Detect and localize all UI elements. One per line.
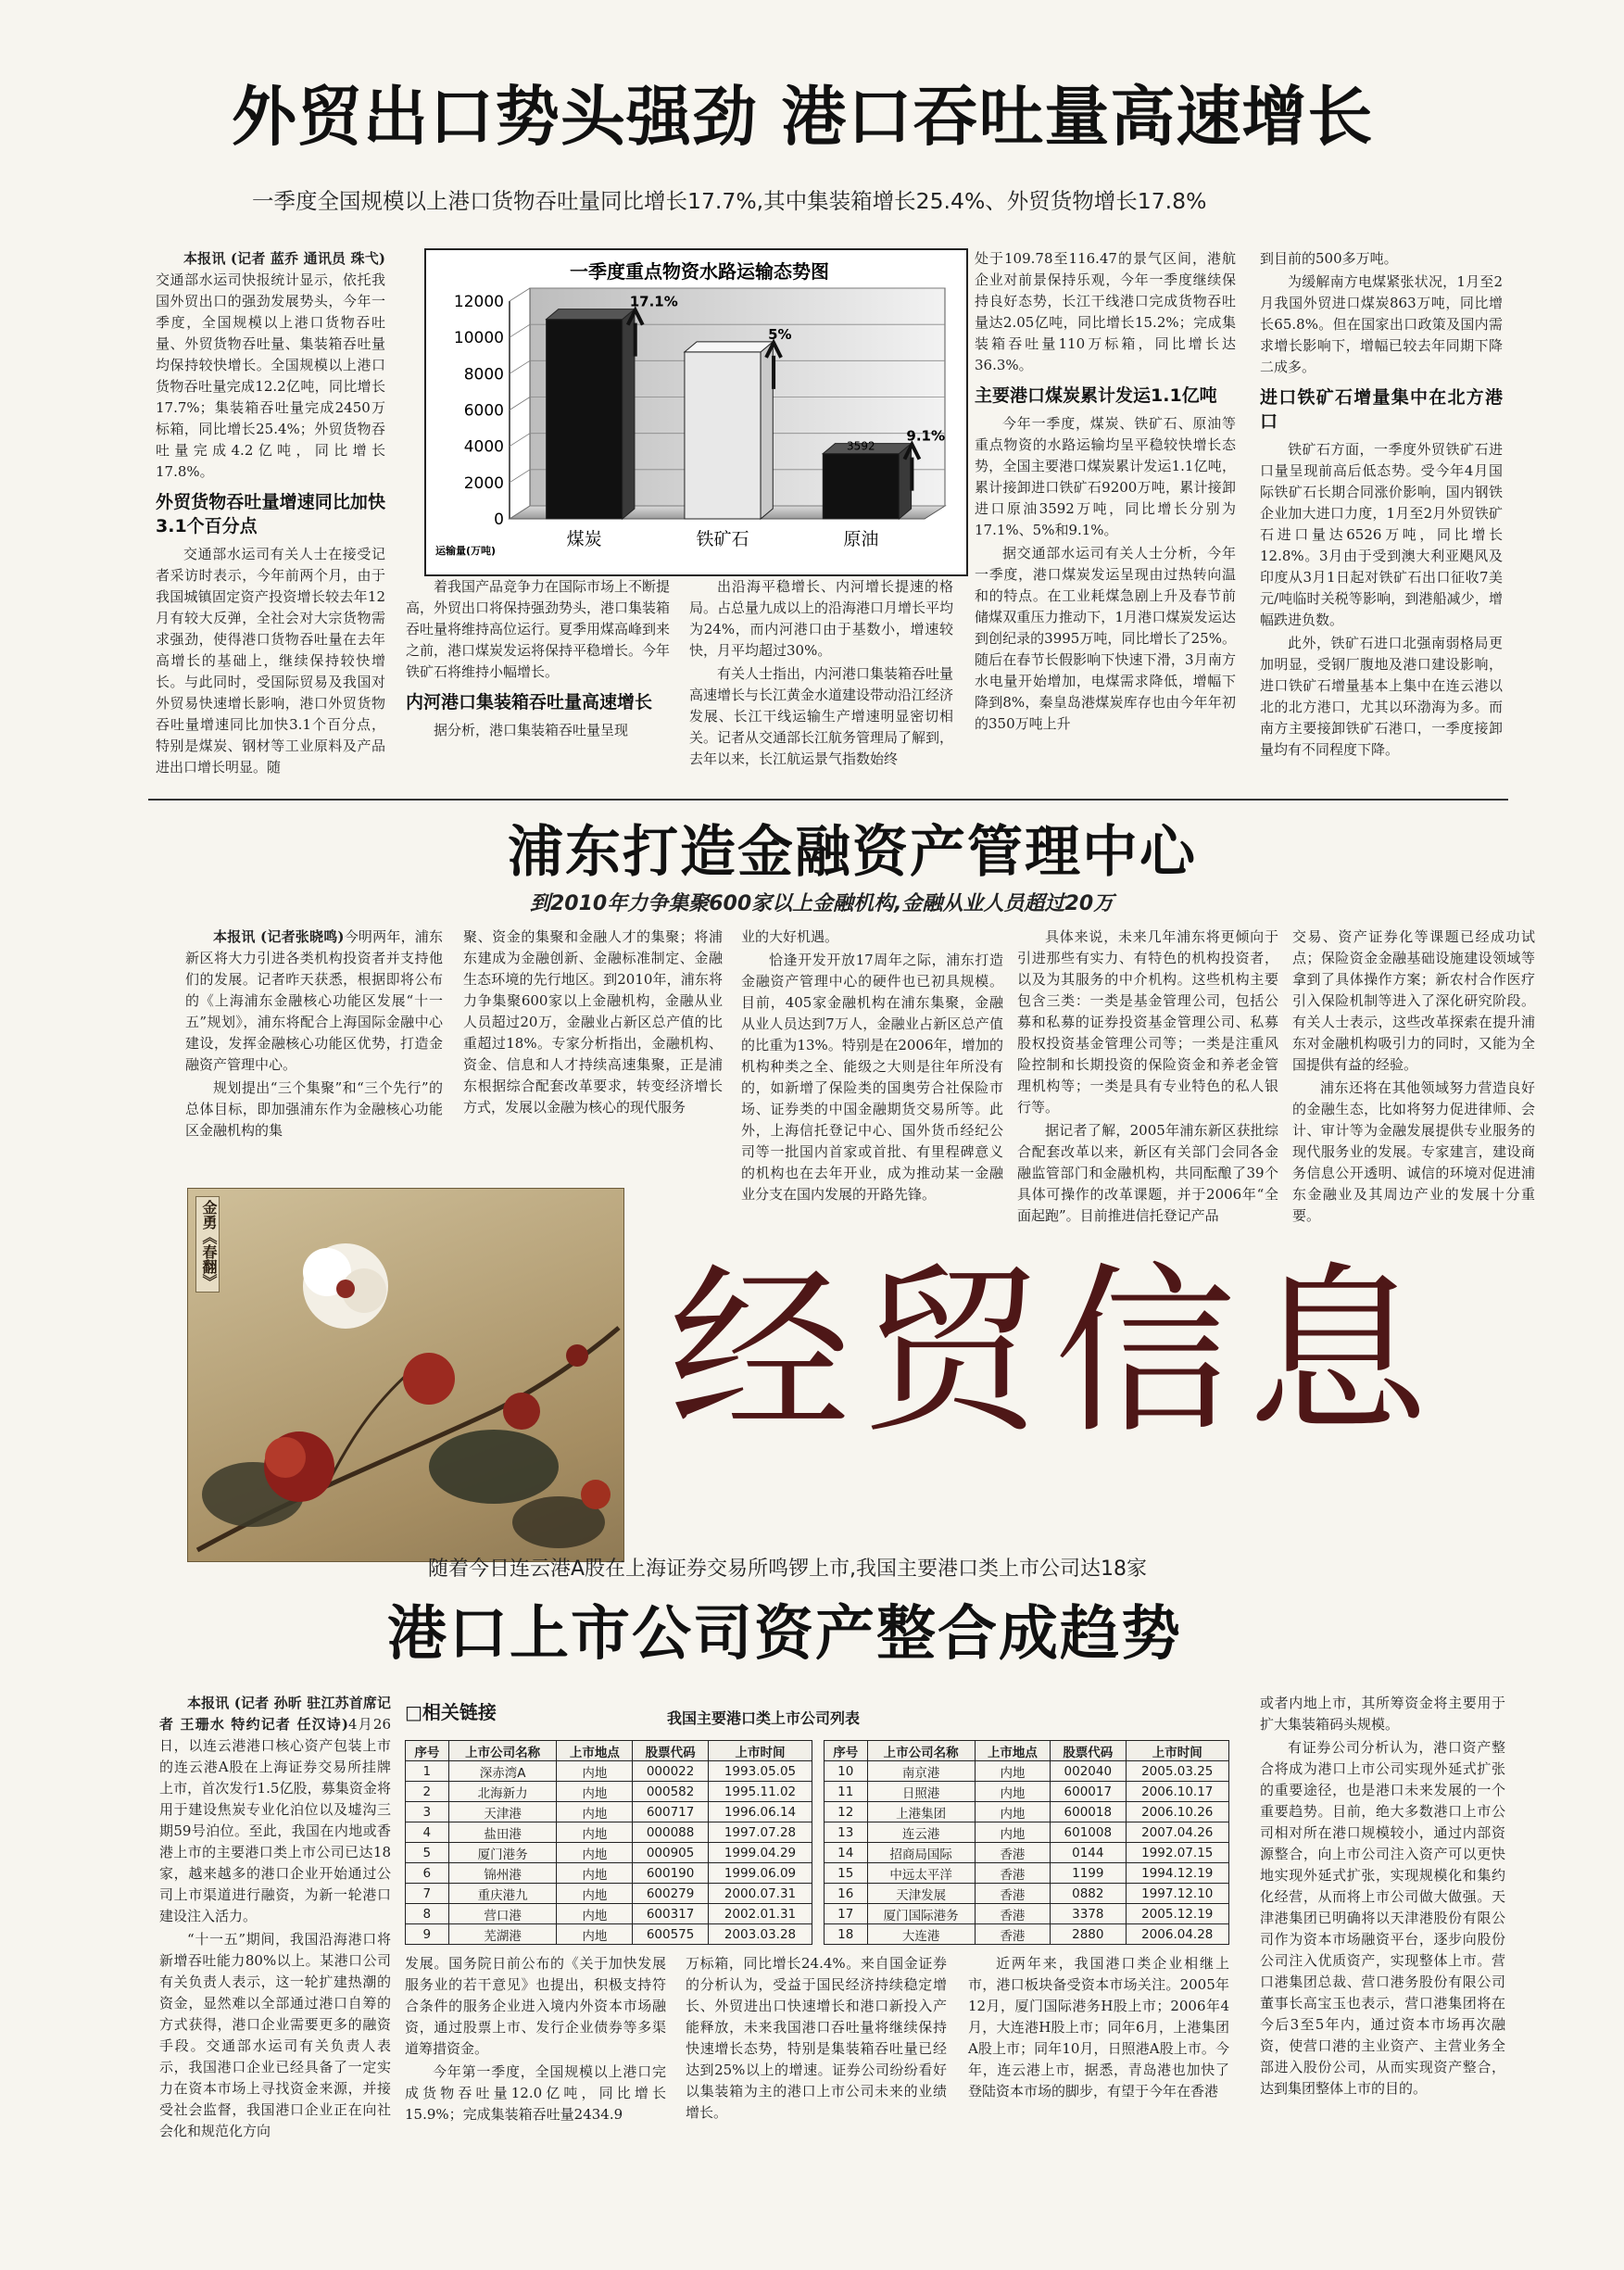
table-cell: 2003.03.28 (708, 1924, 812, 1945)
chart-ylabel: 运输量(万吨) (435, 545, 497, 557)
table-cell: 2007.04.26 (1126, 1822, 1229, 1843)
table-cell: 内地 (557, 1843, 633, 1863)
table-cell: 香港 (975, 1904, 1050, 1924)
table-row (825, 1924, 1229, 1945)
story1-column-3: 出沿海平稳增长、内河增长提速的格局。占总量九成以上的沿海港口月增长平均为24%，而内河港口由于基数小，增速较快，月平均超过30%。 有关人士指出，内河港口集装箱吞吐量高速增长与长江黄金水道建设带动沿江经济发展、长江干线运输生产增速明显密切相关。记者从交通部长江航务管理局了解到，去年以来，长江航运景气指数始终 (689, 578, 954, 767)
table-cell: 2006.10.26 (1126, 1802, 1229, 1822)
table-header-cell: 上市时间 (1126, 1741, 1229, 1761)
story3-column-1: 本报讯 (记者 孙昕 驻江苏首席记者 王珊水 特约记者 任汉诗)4月26日，以连云港港口核心资产包装上市的连云港A股在上海证券交易所挂牌上市，首次发行1.5亿股，募集资金将用于建设焦炭专业化泊位以及墟沟三期59号泊位。至此，我国在内地或香港上市的主要港口类上市公司已达18家，越来越多的港口企业开始通过公司上市渠道进行融资，为新一轮港口建设注入活力。 “十一五”期间，我国沿海港口将新增吞吐能力80%以上。某港口公司有关负责人表示，这一轮扩建热潮的资金，显然难以全部通过港口自筹的方式获得，港口企业需要更多的融资手段。交通部水运司有关负责人表示，我国港口企业已经具备了一定实力在资本市场上寻找资金来源，并接受社会监督，我国港口企业正在向社会化和规范化方向 (159, 1695, 392, 2139)
chart-gridline (510, 397, 530, 410)
table-left (405, 1740, 812, 1945)
chart-bar-top (547, 309, 635, 320)
divider (148, 799, 1508, 801)
listed-companies-table-title: 我国主要港口类上市公司列表 (667, 1709, 861, 1727)
table-cell: 9 (406, 1924, 449, 1945)
story3-column-2: 发展。国务院日前公布的《关于加快发展服务业的若干意见》也提出，积极支持符合条件的服务企业进入境内外资本市场融资，通过股票上市、发行企业债券等多渠道筹措资金。 今年第一季度，全国规模以上港口完成货物吞吐量12.0亿吨，同比增长15.9%；完成集装箱吞吐量2434.9 (405, 1955, 666, 2123)
table-cell: 盐田港 (448, 1822, 557, 1843)
section-title: 经贸信息 (669, 1247, 1441, 1458)
table-cell: 3 (406, 1802, 449, 1822)
table-cell: 2880 (1051, 1924, 1126, 1945)
table-cell: 内地 (557, 1863, 633, 1884)
table-cell: 芜湖港 (448, 1924, 557, 1945)
table-cell: 15 (825, 1863, 868, 1884)
table-cell: 7 (406, 1884, 449, 1904)
chart-category-label: 原油 (843, 529, 879, 549)
table-cell: 香港 (975, 1924, 1050, 1945)
chart-tick-label: 8000 (463, 365, 504, 385)
table-cell: 2005.03.25 (1126, 1761, 1229, 1782)
chart-bar (685, 352, 761, 519)
chart-gridline (510, 360, 530, 373)
table-cell: 2006.10.17 (1126, 1782, 1229, 1802)
table-cell: 600017 (1051, 1782, 1126, 1802)
table-row (406, 1822, 812, 1843)
related-link-label: □相关链接 (405, 1701, 497, 1723)
table-row (825, 1884, 1229, 1904)
table-cell: 天津港 (448, 1802, 557, 1822)
chart-gridline (510, 288, 530, 301)
table-row (406, 1761, 812, 1782)
story1-subhead: 一季度全国规模以上港口货物吞吐量同比增长17.7%,其中集装箱增长25.4%、外贸货物增长17.8% (252, 188, 1207, 214)
table-cell: 重庆港九 (448, 1884, 557, 1904)
story2-subhead: 到2010年力争集聚600家以上金融机构,金融从业人员超过20万 (530, 892, 1114, 915)
chart-bar-side (623, 309, 635, 519)
table-cell: 2002.01.31 (708, 1904, 812, 1924)
story1-subheading-4: 进口铁矿石增量集中在北方港口 (1260, 387, 1503, 432)
table-cell: 1996.06.14 (708, 1802, 812, 1822)
table-row (825, 1802, 1229, 1822)
table-cell: 6 (406, 1863, 449, 1884)
table-cell: 内地 (975, 1782, 1050, 1802)
story3-column-4: 近两年来，我国港口类企业相继上市，港口板块备受资本市场关注。2005年12月，厦门国际港务H股上市；2006年4月，大连港H股上市；同年6月，上港集团A股上市；同年10月，日照港A股上市。今年，连云港上市，据悉，青岛港也加快了登陆资本市场的脚步，有望于今年在香港 (968, 1955, 1229, 2100)
chart-tick-label: 10000 (453, 329, 504, 348)
story1-column-5: 到目前的500多万吨。 为缓解南方电煤紧张状况，1月至2月我国外贸进口煤炭863万吨，同比增长65.8%。但在国家出口政策及国内需求增长影响下，增幅已较去年同期下降二成多。 进口铁矿石增量集中在北方港口 铁矿石方面，一季度外贸铁矿石进口量呈现前高后低态势。受今年4月国际铁矿石长期合同涨价影响，国内钢铁企业加大进口力度，1月至2月外贸铁矿石进口量达6526万吨，同比增长12.8%。3月由于受到澳大利亚飓风及印度从3月1日起对铁矿石出口征收7美元/吨临时关税等影响，到港船减少，增幅跌进负数。 此外，铁矿石进口北强南弱格局更加明显，受钢厂腹地及港口建设影响，进口铁矿石增量基本上集中在连云港以北的北方港口，尤其以环渤海为多。而南方主要接卸铁矿石港口，一季度接卸量均有不同程度下降。 (1260, 250, 1503, 758)
table-cell: 1995.11.02 (708, 1782, 812, 1802)
story1-subheading-1: 外贸货物吞吐量增速同比加快3.1个百分点 (156, 492, 385, 536)
chart-tick-label: 0 (494, 511, 504, 529)
chart-svg (426, 250, 966, 574)
table-cell: 内地 (975, 1802, 1050, 1822)
table-cell: 内地 (975, 1761, 1050, 1782)
table-cell: 厦门港务 (448, 1843, 557, 1863)
table-cell: 2005.12.19 (1126, 1904, 1229, 1924)
table-cell: 内地 (557, 1802, 633, 1822)
table-cell: 1999.06.09 (708, 1863, 812, 1884)
chart-bar-top (685, 342, 773, 352)
table-cell: 12 (825, 1802, 868, 1822)
story3-column-5: 或者内地上市，其所筹资金将主要用于扩大集装箱码头规模。 有证券公司分析认为，港口资产整合将成为港口上市公司实现外延式扩张的重要途径，也是港口未来发展的一个重要趋势。目前，绝大多数港口上市公司相对所在港口规模较小，通过内部资源整合，向上市公司注入资产可以更快地实现外延式扩张，实现规模化和集约化经营，从而将上市公司做大做强。天津港集团已明确将以天津港股份有限公司作为资本市场融资平台，逐步向股份公司注入优质资产，实现整体上市。营口港集团总裁、营口港务股份有限公司董事长高宝玉也表示，营口港集团将在今后3至5年内，通过资本市场再次融资，使营口港的主业资产、主营业务全部进入股份公司，从而实现资产整合，达到集团整体上市的目的。 (1260, 1695, 1505, 2097)
story3-column-3: 万标箱，同比增长24.4%。来自国金证券的分析认为，受益于国民经济持续稳定增长、外贸进出口快速增长和港口新投入产能释放，未来我国港口吞吐量将继续保持快速增长态势，特别是集装箱吞吐量已经达到25%以上的增速。证券公司纷纷看好以集装箱为主的港口上市公司未来的业绩增长。 (686, 1955, 947, 2121)
painting-caption: 金勇《春翻》 (195, 1196, 220, 1293)
table-cell: 000088 (633, 1822, 709, 1843)
table-cell: 4 (406, 1822, 449, 1843)
table-cell: 内地 (557, 1904, 633, 1924)
chart-bar (823, 454, 899, 519)
table-header-cell: 股票代码 (1051, 1741, 1126, 1761)
byline: 本报讯 (记者张晓鸣) (213, 928, 345, 945)
painting-image (187, 1188, 624, 1562)
table-cell: 18 (825, 1924, 868, 1945)
table-cell: 内地 (557, 1884, 633, 1904)
story2-column-3: 业的大好机遇。 恰逢开发开放17周年之际，浦东打造金融资产管理中心的硬件也已初具规模。目前，405家金融机构在浦东集聚，金融从业人员达到7万人，金融业占新区总产值的比重为13%。特别是在2006年，增加的机构种类之全、能级之大则是往年所没有的，如新增了保险类的国奥劳合社保险市场、证券类的中国金融期货交易所等。此外，上海信托登记中心、国外货币经纪公司等一批国内首家或首批、有里程碑意义的机构也在去年开业，成为推动某一金融业分支在国内发展的开路先锋。 (741, 928, 1003, 1203)
table-row (406, 1843, 812, 1863)
table-cell: 南京港 (867, 1761, 975, 1782)
table-cell: 16 (825, 1884, 868, 1904)
table-cell: 1993.05.05 (708, 1761, 812, 1782)
table-cell: 2000.07.31 (708, 1884, 812, 1904)
chart-tick-label: 12000 (453, 293, 504, 311)
table-row (825, 1782, 1229, 1802)
chart-growth-label: 5% (768, 325, 792, 343)
table-cell: 8 (406, 1904, 449, 1924)
table-cell: 内地 (975, 1822, 1050, 1843)
table-cell: 香港 (975, 1884, 1050, 1904)
story2-column-5: 交易、资产证券化等课题已经成功试点；保险资金金融基础设施建设领域等拿到了具体操作方案；新农村合作医疗引入保险机制等进入了深化研究阶段。有关人士表示，这些改革探索在提升浦东对金融机构吸引力的同时，又能为全国提供有益的经验。 浦东还将在其他领域努力营造良好的金融生态，比如将努力促进律师、会计、审计等为金融发展提供专业服务的现代服务业的发展。专家建言，建设商务信息公开透明、诚信的环境对促进浦东金融业及其周边产业的发展十分重要。 (1292, 928, 1535, 1224)
table-cell: 天津发展 (867, 1884, 975, 1904)
story2-column-2: 聚、资金的集聚和金融人才的集聚；将浦东建成为金融创新、金融标准制定、金融生态环境的先行地区。到2010年，浦东将力争集聚600家以上金融机构，金融从业人员超过20万，金融业占新区总产值的比重超过18%。专家分析指出，金融机构、资金、信息和人才持续高速集聚，正是浦东根据综合配套改革要求，转变经济增长方式，发展以金融为核心的现代服务 (463, 928, 723, 1116)
chart-gridline (510, 434, 530, 447)
table-cell: 1997.12.10 (1126, 1884, 1229, 1904)
story1-column-1: 本报讯 (记者 蓝乔 通讯员 珠弋)交通部水运司快报统计显示，依托我国外贸出口的强劲发展势头，今年一季度，全国规模以上港口货物吞吐量、外贸货物吞吐量、集装箱吞吐量均保持较快增长。全国规模以上港口货物吞吐量完成12.2亿吨，同比增长17.7%；集装箱吞吐量完成2450万标箱，同比增长25.4%；外贸货物吞吐量完成4.2亿吨，同比增长17.8%。 外贸货物吞吐量增速同比加快3.1个百分点 交通部水运司有关人士在接受记者采访时表示，今年前两个月，由于我国城镇固定资产投资增长较去年12月有较大反弹，全社会对大宗货物需求强劲，使得港口货物吞吐量在去年高增长的基础上，继续保持较快增长。与此同时，受国际贸易及我国对外贸易快速增长影响，港口外贸货物吞吐量增速同比加快3.1个百分点，特别是煤炭、钢材等工业原料及产品进出口增长明显。随 (156, 250, 385, 776)
table-row (406, 1924, 812, 1945)
story3-headline: 港口上市公司资产整合成趋势 (387, 1599, 1182, 1669)
table-cell: 内地 (557, 1782, 633, 1802)
table-row (825, 1863, 1229, 1884)
table-header-cell: 上市公司名称 (448, 1741, 557, 1761)
table-cell: 5 (406, 1843, 449, 1863)
table-cell: 1999.04.29 (708, 1843, 812, 1863)
table-cell: 北海新力 (448, 1782, 557, 1802)
table-right (824, 1740, 1229, 1945)
table-cell: 锦州港 (448, 1863, 557, 1884)
table-cell: 600317 (633, 1904, 709, 1924)
flower-painting (188, 1189, 623, 1561)
story1-headline: 外贸出口势头强劲 港口吞吐量高速增长 (232, 78, 1374, 155)
table-cell: 上港集团 (867, 1802, 975, 1822)
table-cell: 11 (825, 1782, 868, 1802)
table-cell: 1199 (1051, 1863, 1126, 1884)
table-cell: 内地 (557, 1761, 633, 1782)
table-row (825, 1822, 1229, 1843)
table-row (825, 1904, 1229, 1924)
chart-tick-label: 6000 (463, 401, 504, 421)
table-cell: 600717 (633, 1802, 709, 1822)
table-cell: 13 (825, 1822, 868, 1843)
story2-column-4: 具体来说，未来几年浦东将更倾向于引进那些有实力、有特色的机构投资者，以及为其服务的中介机构。这些机构主要包含三类：一类是基金管理公司，包括公募和私募的证券投资基金管理公司、私募股权投资基金管理公司等；一类是注重风险控制和长期投资的保险资金和养老金管理机构等；一类是具有专业特色的私人银行等。 据记者了解，2005年浦东新区获批综合配套改革以来，新区有关部门会同各金融监管部门和金融机构，共同酝酿了39个具体可操作的改革课题，并于2006年“全面起跑”。目前推进信托登记产品 (1017, 928, 1278, 1224)
table-cell: 000905 (633, 1843, 709, 1863)
table-cell: 深赤湾A (448, 1761, 557, 1782)
chart-title: 一季度重点物资水路运输态势图 (570, 260, 829, 283)
table-header-cell: 股票代码 (633, 1741, 709, 1761)
table-cell: 营口港 (448, 1904, 557, 1924)
table-row (406, 1884, 812, 1904)
table-cell: 2 (406, 1782, 449, 1802)
story1-subheading-3: 主要港口煤炭累计发运1.1亿吨 (975, 385, 1217, 406)
table-cell: 3378 (1051, 1904, 1126, 1924)
table-cell: 17 (825, 1904, 868, 1924)
table-row (406, 1904, 812, 1924)
chart-growth-label: 17.1% (629, 293, 678, 310)
story1-column-2: 着我国产品竞争力在国际市场上不断提高，外贸出口将保持强劲势头，港口集装箱吞吐量将维持高位运行。夏季用煤高峰到来之前，港口煤炭发运将保持平稳增长。今年铁矿石将维持小幅增长。 内河港口集装箱吞吐量高速增长 据分析，港口集装箱吞吐量呈现 (406, 578, 671, 738)
table-cell: 中远太平洋 (867, 1863, 975, 1884)
table-cell: 600018 (1051, 1802, 1126, 1822)
table-header-cell: 序号 (406, 1741, 449, 1761)
table-cell: 600279 (633, 1884, 709, 1904)
chart-bar (547, 320, 623, 519)
chart-gridline (510, 324, 530, 337)
table-cell: 10 (825, 1761, 868, 1782)
table-cell: 内地 (557, 1924, 633, 1945)
chart-category-label: 煤炭 (566, 529, 602, 549)
table-cell: 内地 (557, 1822, 633, 1843)
table-header-cell: 序号 (825, 1741, 868, 1761)
table-cell: 大连港 (867, 1924, 975, 1945)
chart-category-label: 铁矿石 (696, 529, 749, 549)
table-cell: 601008 (1051, 1822, 1126, 1843)
chart-gridline (510, 470, 530, 483)
table-cell: 1997.07.28 (708, 1822, 812, 1843)
chart-value-label: 3592 (847, 439, 875, 453)
table-row (406, 1782, 812, 1802)
table-cell: 600190 (633, 1863, 709, 1884)
table-row (406, 1802, 812, 1822)
byline: 本报讯 (记者 蓝乔 通讯员 珠弋) (183, 250, 385, 267)
chart-tick-label: 4000 (463, 437, 504, 457)
story1-column-4: 处于109.78至116.47的景气区间，港航企业对前景保持乐观，今年一季度继续保持良好态势，长江干线港口完成货物吞吐量达2.05亿吨，同比增长15.2%；完成集装箱吞吐量110万标箱，同比增长达36.3%。 主要港口煤炭累计发运1.1亿吨 今年一季度，煤炭、铁矿石、原油等重点物资的水路运输均呈平稳较快增长态势，全国主要港口煤炭累计发运1.1亿吨，累计接卸进口铁矿石9200万吨，累计接卸进口原油3592万吨，同比增长分别为17.1%、5%和9.1%。 据交通部水运司有关人士分析，今年一季度，港口煤炭发运呈现由过热转向温和的特点。在工业耗煤急剧上升及春节前储煤双重压力推动下，1月港口煤炭发运达到创纪录的3995万吨，同比增长了25%。随后在春节长假影响下快速下滑，3月南方水电量开始增加，电煤需求降低，增幅下降到8%，秦皇岛港煤炭库存也由今年年初的350万吨上升 (975, 250, 1236, 732)
chart-tick-label: 2000 (463, 473, 504, 493)
story3-kicker: 随着今日连云港A股在上海证券交易所鸣锣上市,我国主要港口类上市公司达18家 (428, 1557, 1148, 1581)
table-cell: 000022 (633, 1761, 709, 1782)
table-header-cell: 上市地点 (975, 1741, 1050, 1761)
table-cell: 1 (406, 1761, 449, 1782)
table-cell: 1992.07.15 (1126, 1843, 1229, 1863)
table-cell: 招商局国际 (867, 1843, 975, 1863)
table-cell: 香港 (975, 1863, 1050, 1884)
story2-column-1: 本报讯 (记者张晓鸣)今明两年，浦东新区将大力引进各类机构投资者并支持他们的发展。记者昨天获悉，根据即将公布的《上海浦东金融核心功能区发展“十一五”规划》，浦东将配合上海国际金融中心建设，发挥金融核心功能区优势，打造金融资产管理中心。 规划提出“三个集聚”和“三个先行”的总体目标，即加强浦东作为金融核心功能区金融机构的集 (185, 928, 443, 1139)
table-cell: 厦门国际港务 (867, 1904, 975, 1924)
table-cell: 连云港 (867, 1822, 975, 1843)
table-cell: 14 (825, 1843, 868, 1863)
transport-bar-chart (424, 248, 968, 576)
table-cell: 日照港 (867, 1782, 975, 1802)
table-header-cell: 上市公司名称 (867, 1741, 975, 1761)
table-row (406, 1863, 812, 1884)
table-cell: 1994.12.19 (1126, 1863, 1229, 1884)
chart-bar-side (761, 342, 773, 519)
story1-subheading-2: 内河港口集装箱吞吐量高速增长 (406, 692, 653, 713)
table-cell: 0882 (1051, 1884, 1126, 1904)
table-cell: 2006.04.28 (1126, 1924, 1229, 1945)
table-cell: 600575 (633, 1924, 709, 1945)
table-header-cell: 上市地点 (557, 1741, 633, 1761)
table-cell: 香港 (975, 1843, 1050, 1863)
table-cell: 0144 (1051, 1843, 1126, 1863)
table-cell: 000582 (633, 1782, 709, 1802)
chart-growth-label: 9.1% (906, 427, 946, 445)
table-cell: 002040 (1051, 1761, 1126, 1782)
table-header-cell: 上市时间 (708, 1741, 812, 1761)
story2-headline: 浦东打造金融资产管理中心 (508, 820, 1197, 885)
table-row (825, 1761, 1229, 1782)
table-row (825, 1843, 1229, 1863)
byline: 本报讯 (记者 孙昕 驻江苏首席记者 王珊水 特约记者 任汉诗) (159, 1695, 391, 1733)
